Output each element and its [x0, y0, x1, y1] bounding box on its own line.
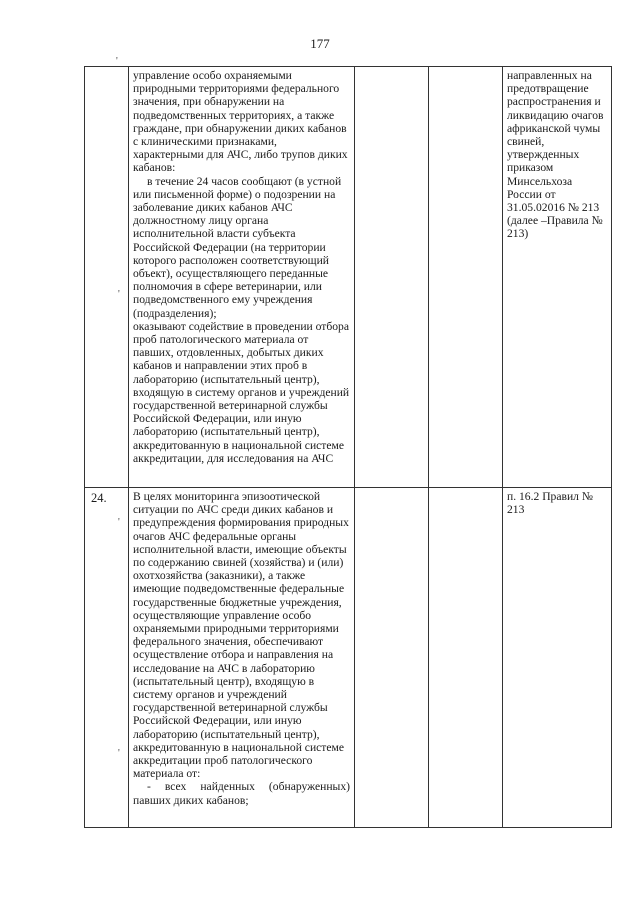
paragraph: управление особо охраняемыми природными территориями федерального значения, при обнаружении на подведомственных территориях, а также граждане, при обнаружении диких кабанов с клиническими признаками, характерными для АЧС, либо трупов диких кабанов:: [133, 69, 348, 175]
paragraph: В целях мониторинга эпизоотической ситуации по АЧС среди диких кабанов и предупреждения формирования природных очагов АЧС федеральные органы исполнительной власти, имеющие объекты по содержанию свиней (хозяйства) и (или) охотхозяйства (заказники), а также имеющие подведомственные федеральные государственные бюджетные учреждения, осуществляющие управление особо охраняемыми природными территориями федерального значения, обеспечивают осуществление отбора и направления на исследование на АЧС в лабораторию (испытательный центр), входящую в систему органов и учреждений государственной ветеринарной службы Российской Федерации, или иную лабораторию (испытательный центр), аккредитованную в национальной системе аккредитации проб патологического материала от:: [133, 490, 349, 781]
dash-list-item: - всех найденных (обнаруженных): [147, 780, 350, 794]
margin-tick-mark: ': [118, 517, 120, 528]
reference-cell: [503, 67, 612, 488]
empty-cell: [429, 67, 503, 488]
margin-tick-mark: ': [116, 56, 118, 67]
requirement-text: [129, 488, 355, 828]
paragraph: в течение 24 часов сообщают (в устной или письменной форме) о подозрении на заболевание диких кабанов АЧС должностному лицу органа исполнительной власти субъекта Российской Федерации (на территории которого расположен соответствующий объект), осуществляющего переданные полномочия в сфере ветеринарии, или подведомственного ему учреждения (подразделения);: [133, 174, 342, 320]
reference-text: п. 16.2 Правил № 213: [507, 490, 593, 517]
row-number: [85, 67, 129, 488]
reference-cell: [503, 488, 612, 828]
row-number: 24.: [85, 488, 129, 828]
empty-cell: [429, 488, 503, 828]
table-row: [85, 488, 612, 828]
dash-list-item-continuation: павших диких кабанов;: [133, 793, 249, 807]
regulation-table: [84, 66, 612, 828]
reference-text: направленных на предотвращение распространения и ликвидацию очагов африканской чумы свиней, утвержденных приказом Минсельхоза России от 31.05.02016 № 213 (далее –Правила № 213): [507, 69, 604, 241]
page-number: 177: [310, 36, 330, 51]
empty-cell: [355, 488, 429, 828]
requirement-text: [129, 67, 355, 488]
margin-tick-mark: ': [118, 748, 120, 759]
paragraph: оказывают содействие в проведении отбора проб патологического материала от павших, отдовленных, добытых диких кабанов и направлении этих проб в лабораторию (испытательный центр), входящую в систему органов и учреждений государственной ветеринарной службы Российской Федерации, или иную лабораторию (испытательный центр), аккредитованную в национальной системе аккредитации, для исследования на АЧС: [133, 319, 350, 465]
table-row: [85, 67, 612, 488]
margin-tick-mark: ': [118, 289, 120, 300]
empty-cell: [355, 67, 429, 488]
